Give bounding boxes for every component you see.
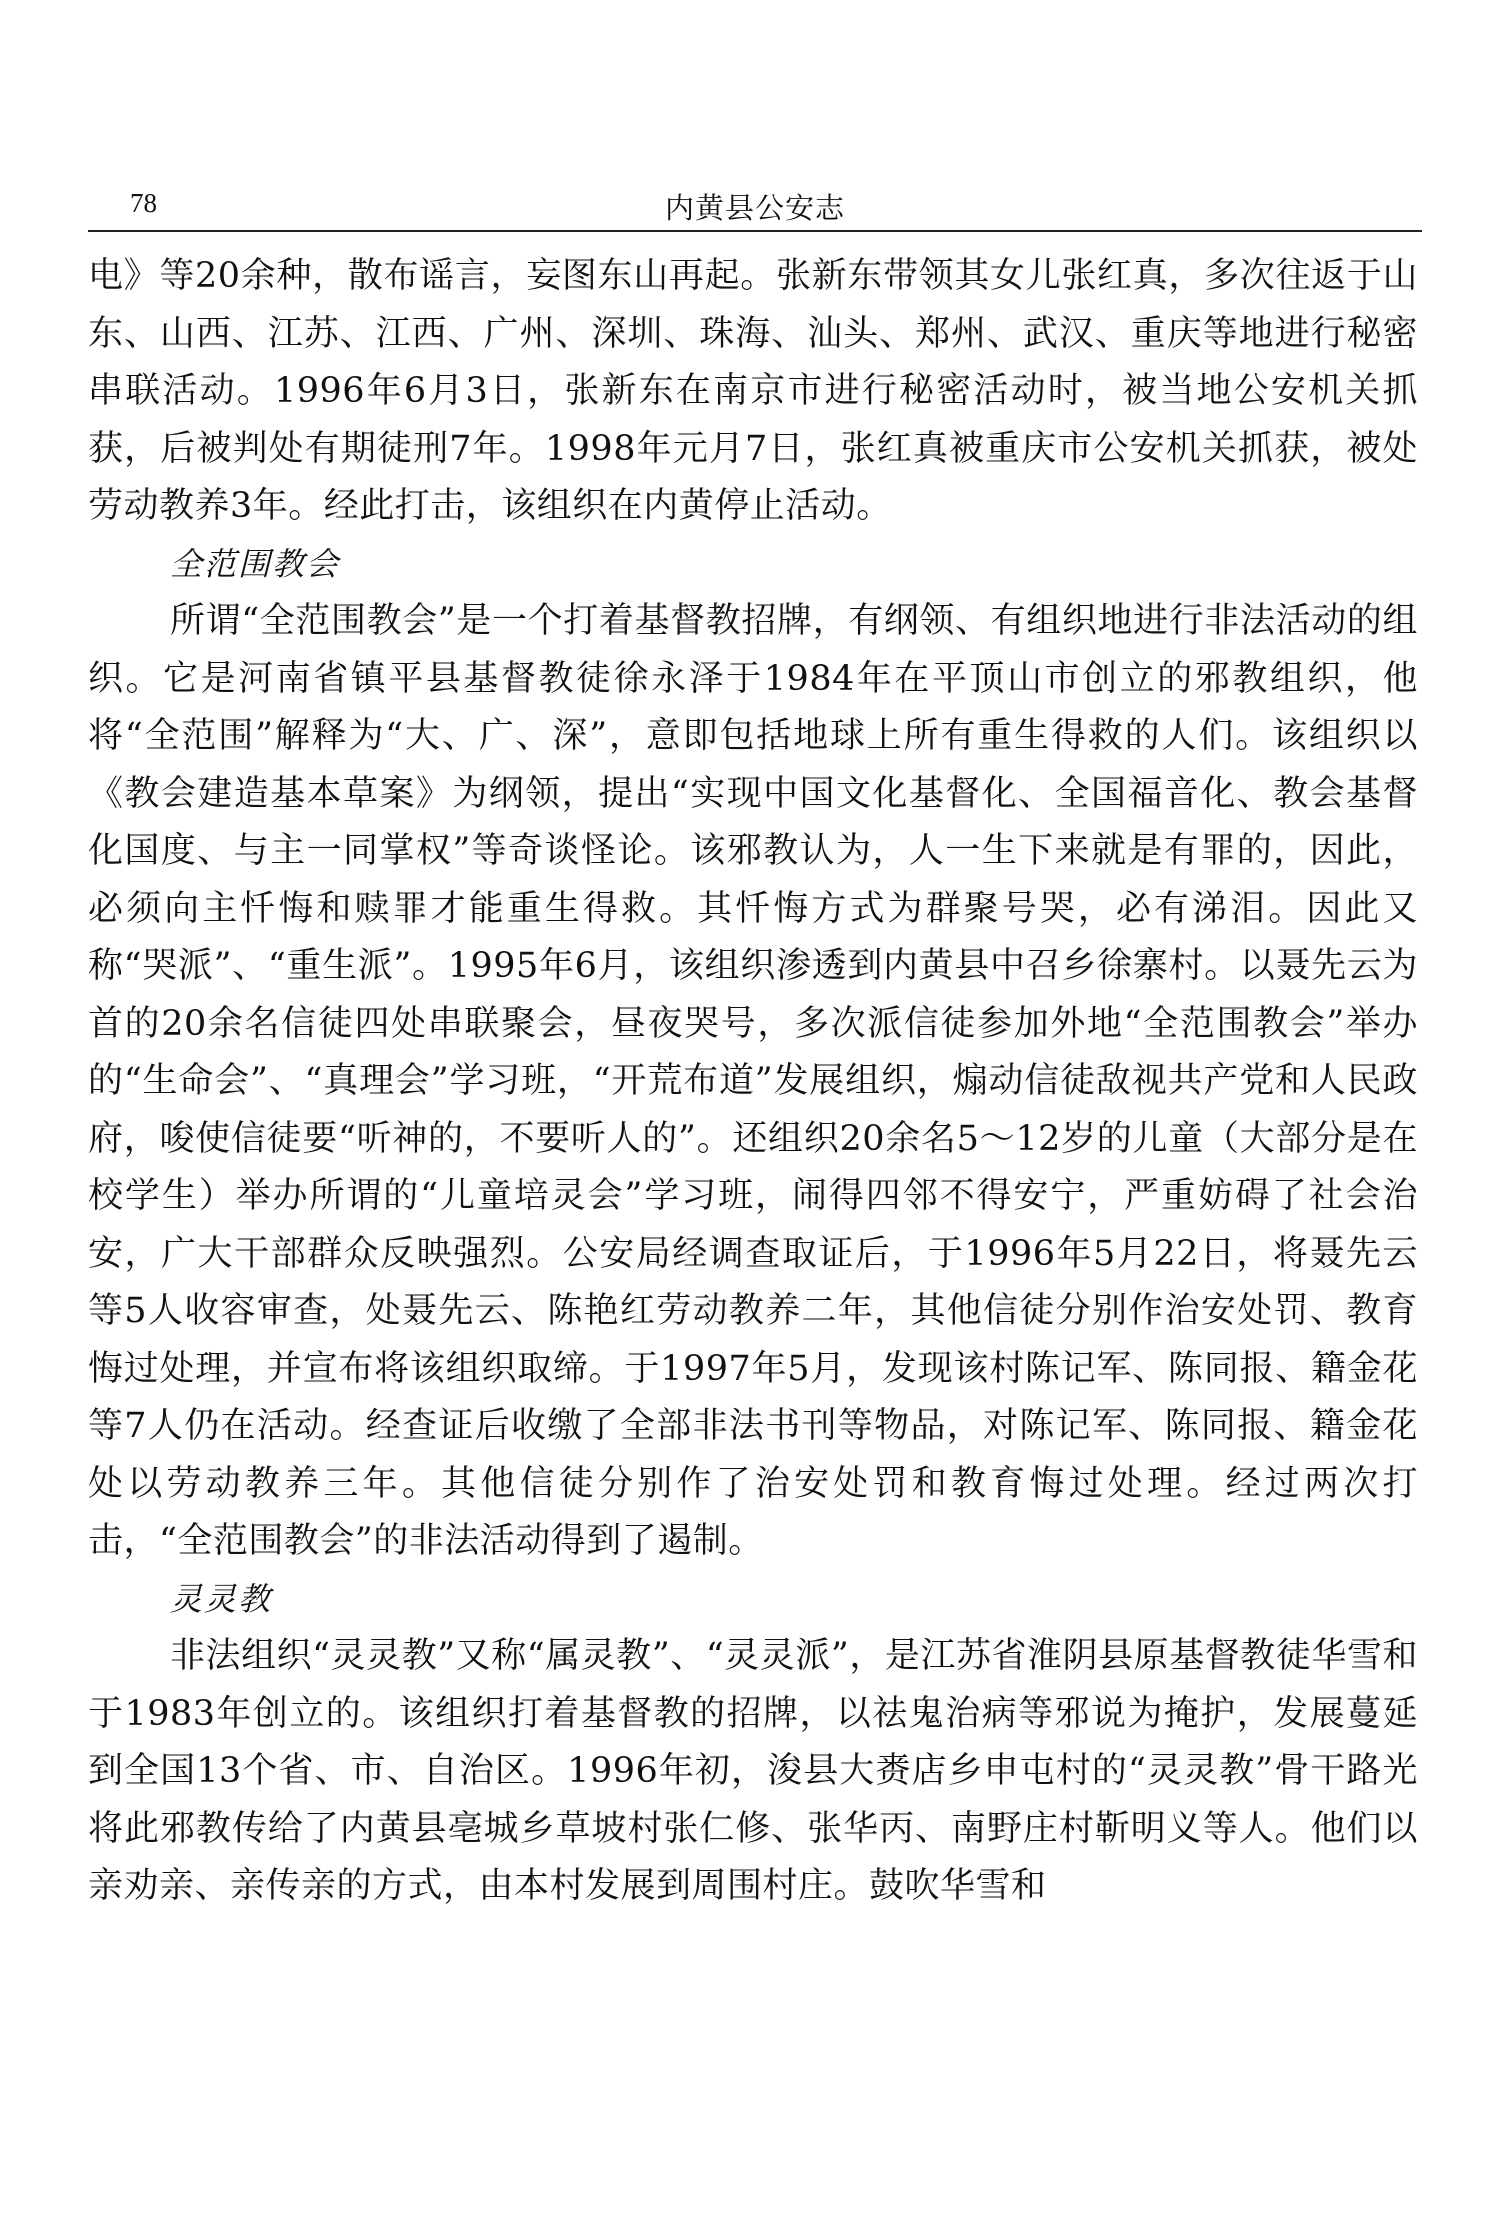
running-title: 内黄县公安志 [664, 191, 845, 225]
page-header [88, 180, 1422, 230]
body-text [88, 248, 1418, 1916]
section-heading-lingling: 灵灵教 [170, 1579, 273, 1618]
header-rule [88, 230, 1422, 232]
paragraph-quanfanwei: 所谓“全范围教会”是一个打着基督教招牌，有纲领、有组织地进行非法活动的组织。它是河南省镇平县基督教徒徐永泽于1984年在平顶山市创立的邪教组织，他将“全范围”解释为“大、广、深”，意即包括地球上所有重生得救的人们。该组织以《教会建造基本草案》为纲领，提出“实现中国文化基督化、全国福音化、教会基督化国度、与主一同掌权”等奇谈怪论。该邪教认为，人一生下来就是有罪的，因此，必须向主忏悔和赎罪才能重生得救。其忏悔方式为群聚号哭，必有涕泪。因此又称“哭派”、“重生派”。1995年6月，该组织渗透到内黄县中召乡徐寨村。以聂先云为首的20余名信徒四处串联聚会，昼夜哭号，多次派信徒参加外地“全范围教会”举办的“生命会”、“真理会”学习班，“开荒布道”发展组织，煽动信徒敌视共产党和人民政府，唆使信徒要“听神的，不要听人的”。还组织20余名5～12岁的儿童（大部分是在校学生）举办所谓的“儿童培灵会”学习班，闹得四邻不得安宁，严重妨碍了社会治安，广大干部群众反映强烈。公安局经调查取证后，于1996年5月22日，将聂先云等5人收容审查，处聂先云、陈艳红劳动教养二年，其他信徒分别作治安处罚、教育悔过处理，并宣布将该组织取缔。于1997年5月，发现该村陈记军、陈同报、籍金花等7人仍在活动。经查证后收缴了全部非法书刊等物品，对陈记军、陈同报、籍金花处以劳动教养三年。其他信徒分别作了治安处罚和教育悔过处理。经过两次打击，“全范围教会”的非法活动得到了遏制。 [88, 601, 1418, 1561]
page-number: 78 [130, 188, 157, 218]
paragraph-lingling: 非法组织“灵灵教”又称“属灵教”、“灵灵派”，是江苏省淮阴县原基督教徒华雪和于1983年创立的。该组织打着基督教的招牌，以祛鬼治病等邪说为掩护，发展蔓延到全国13个省、市、自治区。1996年初，浚县大赉店乡申屯村的“灵灵教”骨干路光将此邪教传给了内黄县亳城乡草坡村张仁修、张华丙、南野庄村靳明义等人。他们以亲劝亲、亲传亲的方式，由本村发展到周围村庄。鼓吹华雪和 [88, 1636, 1418, 1906]
section-heading-quanfanwei: 全范围教会 [170, 544, 341, 583]
paragraph-continuation: 电》等20余种，散布谣言，妄图东山再起。张新东带领其女儿张红真，多次往返于山东、山西、江苏、江西、广州、深圳、珠海、汕头、郑州、武汉、重庆等地进行秘密串联活动。1996年6月3日，张新东在南京市进行秘密活动时，被当地公安机关抓获，后被判处有期徒刑7年。1998年元月7日，张红真被重庆市公安机关抓获，被处劳动教养3年。经此打击，该组织在内黄停止活动。 [88, 256, 1418, 526]
